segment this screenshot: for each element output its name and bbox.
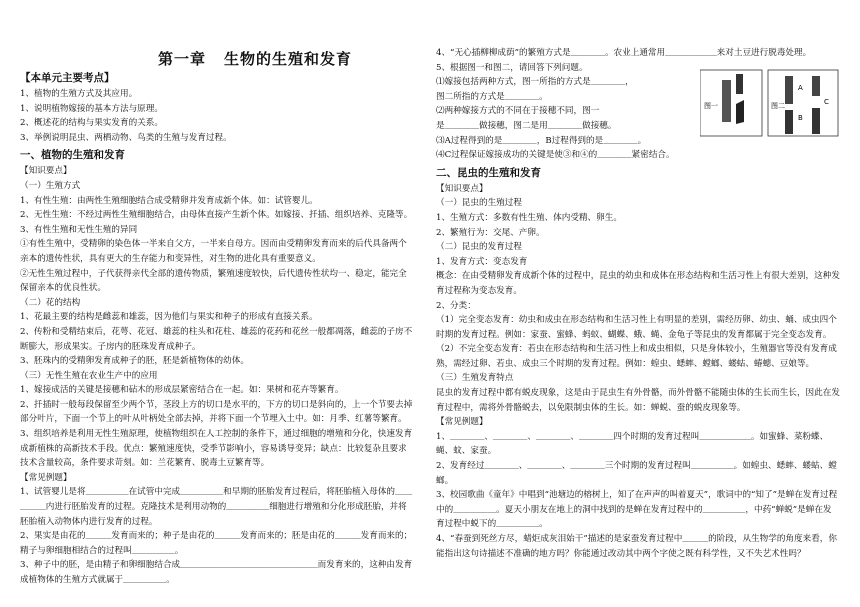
section-heading: 【本单元主要考点】: [20, 72, 115, 84]
text-line: 2、概述花的结构与果实发育的关系。: [20, 118, 163, 129]
text-line: （三）无性生殖在农业生产中的应用: [20, 370, 158, 381]
text-line: ⑵两种嫁接方式的不同在于接穗不同，图一: [436, 106, 600, 117]
text-line: 1、花最主要的结构是雌蕊和雄蕊，因为他们与果实和种子的形成有直接关系。: [20, 312, 318, 323]
text-line: ②无性生殖过程中，子代获得亲代全部的遗传物质，繁殖速度较快，后代遗传性状均一、稳定，能完全保留亲本的优良性状。: [20, 268, 407, 294]
text-line: ①有性生殖中，受精卵的染色体一半来自父方，一半来自母方。因而由受精卵发育而来的后代具备两个亲本的遗传性状，具有更大的生存能力和变异性，对生物的进化具有重要意义。: [20, 239, 407, 264]
text-line: 3、校园歌曲《童年》中唱到“池塘边的榕树上，知了在声声的叫着夏天”，歌词中的“知了”是蝉在发育过程中的＿＿＿＿＿。夏天小朋友在地上的洞中找到的是蝉在发育过程中的＿＿＿＿＿，中药“蝉蜕”是蝉在发育过程中蜕下的＿＿＿＿＿。: [436, 490, 838, 530]
text-line: 图二所指的方式是＿＿＿＿。: [436, 91, 548, 102]
text-line: 1、植物的生殖方式及其应用。: [20, 89, 138, 99]
text-line: 2、分类：: [436, 300, 476, 311]
right-column: [436, 46, 840, 561]
grafting-figure: [700, 68, 840, 140]
text-line: 5、根据图一和图二，请回答下列问题。: [436, 62, 588, 73]
text-line: 2、繁殖行为：交尾、产卵。: [436, 227, 545, 238]
text-line: 4、“春蚕到死丝方尽，蜡炬成灰泪始干”描述的是家蚕发育过程中＿＿＿的阶段，从生物学的角度来看，你能指出这句诗描述不准确的地方吗？你能通过改动其中两个字使之既有科学性，又不失艺术性吗？: [436, 534, 837, 559]
text-line: （1）完全变态发育：幼虫和成虫在形态结构和生活习性上有明显的差别，需经历卵、幼虫、蛹、成虫四个时期的发育过程。例如：家蚕、蜜蜂、蚂蚁、蝴蝶、蛾、蝇、金龟子等昆虫的发育都属于完全变态发育。: [436, 315, 837, 340]
text-line: 2、果实是由花的＿＿＿发育而来的；种子是由花的＿＿＿发育而来的；胚是由花的＿＿＿发育而来的；精子与卵细胞相结合的过程叫＿＿＿＿＿。: [20, 531, 413, 556]
text-line: 3、种子中的胚，是由精子和卵细胞结合成＿＿＿＿＿＿＿＿＿＿＿＿＿＿＿＿而发育来的，这种由发育成植物体的生殖方式就属于＿＿＿＿＿。: [20, 560, 413, 585]
text-line: （一）生殖方式: [20, 180, 81, 191]
text-line: 1、说明植物嫁接的基本方法与原理。: [20, 103, 163, 114]
text-line: （2）不完全变态发育：若虫在形态结构和生活习性上和成虫相似，只是身体较小，生殖器官等没有发育成熟，需经过卵、若虫、成虫三个时期的发育过程。例如：蝗虫、蟋蟀、螳螂、蝼蛄、蝽蟌、豆娘等。: [436, 344, 837, 369]
page-title: [158, 48, 370, 69]
text-line: 1、试管婴儿是将＿＿＿＿＿在试管中完成＿＿＿＿＿和早期的胚胎发育过程后，将胚胎植入母体的＿＿＿＿＿内进行胚胎发育的过程。克隆技术是利用动物的＿＿＿＿＿细胞进行增殖和分化形成胚胎，并将胚胎植入动物体内进行发育的过程。: [20, 487, 413, 527]
text-line: 1、有性生殖：由两性生殖细胞结合成受精卵并发育成新个体。如：试管婴儿。: [20, 195, 318, 206]
text-line: ⑷C过程保证嫁接成功的关键是使③和④的＿＿＿＿紧密结合。: [436, 150, 675, 161]
text-line: 4、“无心插柳柳成荫”的繁殖方式是＿＿＿＿。农业上通常用＿＿＿＿＿＿来对土豆进行脱毒处理。: [436, 48, 812, 58]
text-line: 【常见例题】: [436, 417, 488, 428]
text-line: 3、举例说明昆虫、两栖动物、鸟类的生殖与发育过程。: [20, 132, 232, 143]
text-line: 【常见例题】: [20, 472, 72, 483]
text-line: 3、组织培养是利用无性生殖原理，使植物组织在人工控制的条件下，通过细胞的增殖和分化，快速发育成新植株的高新技术手段。优点：繁殖速度快，受季节影响小，容易诱导变异；缺点：比较复杂且要求技术含量较高，条件要求苛刻。如：兰花繁育、脱毒土豆繁育等。: [20, 429, 413, 469]
text-line: （二）花的结构: [20, 297, 81, 308]
text-line: 2、传粉和受精结束后，花萼、花冠、雄蕊的柱头和花柱、雄蕊的花药和花丝一般都凋落，雌蕊的子房不断膨大，形成果实。子房内的胚珠发育成种子。: [20, 326, 413, 352]
text-line: 【知识要点】: [20, 166, 72, 177]
text-line: 是＿＿＿＿做接穗，图二是用＿＿＿＿做接穗。: [436, 120, 617, 131]
text-line: ⑴嫁接包括两种方式，图一所指的方式是＿＿＿＿，: [436, 77, 634, 88]
text-line: 1、嫁接成活的关键是接穗和砧木的形成层紧密结合在一起。如：果树和花卉等繁育。: [20, 385, 344, 396]
arrow-b-label: B: [798, 114, 803, 122]
figure-one-label: 图一: [704, 102, 718, 110]
left-column: [20, 68, 415, 588]
text-line: 昆虫的发育过程中都有蜕皮现象，这是由于昆虫生有外骨骼，而外骨骼不能随虫体的生长而生长，因此在发育过程中，需将外骨骼蜕去，以免限制虫体的生长。如：蝉蜕、蚕的蜕皮现象等。: [436, 388, 840, 413]
text-line: （三）生殖发育特点: [436, 373, 514, 384]
chapter-name: 生物的生殖和发育: [224, 50, 353, 68]
arrow-c-label: C: [824, 98, 829, 106]
text-line: 2、发育经过＿＿＿＿、＿＿＿＿、＿＿＿＿三个时期的发育过程叫＿＿＿＿＿。如蝗虫、蟋蟀、蝼蛄、螳螂。: [436, 461, 837, 486]
text-line: 1、发育方式：变态发育: [436, 256, 528, 267]
text-line: 3、胚珠内的受精卵发育成种子的胚，胚是新植物体的幼体。: [20, 356, 249, 367]
section-heading: 一、植物的生殖和发育: [20, 149, 125, 162]
text-line: 3、有性生殖和无性生殖的异同: [20, 224, 138, 235]
section-heading: 二、昆虫的生殖和发育: [436, 166, 541, 179]
text-line: ⑶A过程得到的是＿＿＿＿，B过程得到的是＿＿＿＿。: [436, 135, 647, 146]
figure-two: [768, 70, 838, 136]
text-line: 1、＿＿＿＿、＿＿＿＿、＿＿＿＿、＿＿＿＿四个时期的发育过程叫＿＿＿＿＿＿。如蜜蜂、菜粉蝶、蝇、蚊、家蚕。: [436, 431, 829, 457]
figure-one: [700, 70, 762, 136]
text-line: 概念：在由受精卵发育成新个体的过程中，昆虫的幼虫和成体在形态结构和生活习性上有很大差别，这种发育过程称为变态发育。: [436, 271, 840, 296]
figure-two-label: 图二: [771, 102, 785, 110]
text-line: （一）昆虫的生殖过程: [436, 198, 522, 209]
text-line: 1、生殖方式：多数有性生殖、体内受精、卵生。: [436, 212, 622, 223]
text-line: （二）昆虫的发育过程: [436, 242, 522, 253]
text-line: 2、无性生殖：不经过两性生殖细胞结合，由母体直接产生新个体。如嫁接、扦插、组织培养、克隆等。: [20, 210, 413, 221]
arrow-a-label: A: [798, 84, 803, 92]
text-line: 【知识要点】: [436, 183, 488, 194]
chapter-label: 第一章: [158, 50, 207, 68]
text-line: 2、扦插时一般每段保留至少两个节，茎段上方的切口是水平的，下方的切口是斜向的，上一个节要去掉部分叶片，下面一个节上的叶从叶柄处全部去掉，并将下面一个节埋入土中。如：月季、红薯等繁育。: [20, 399, 413, 425]
